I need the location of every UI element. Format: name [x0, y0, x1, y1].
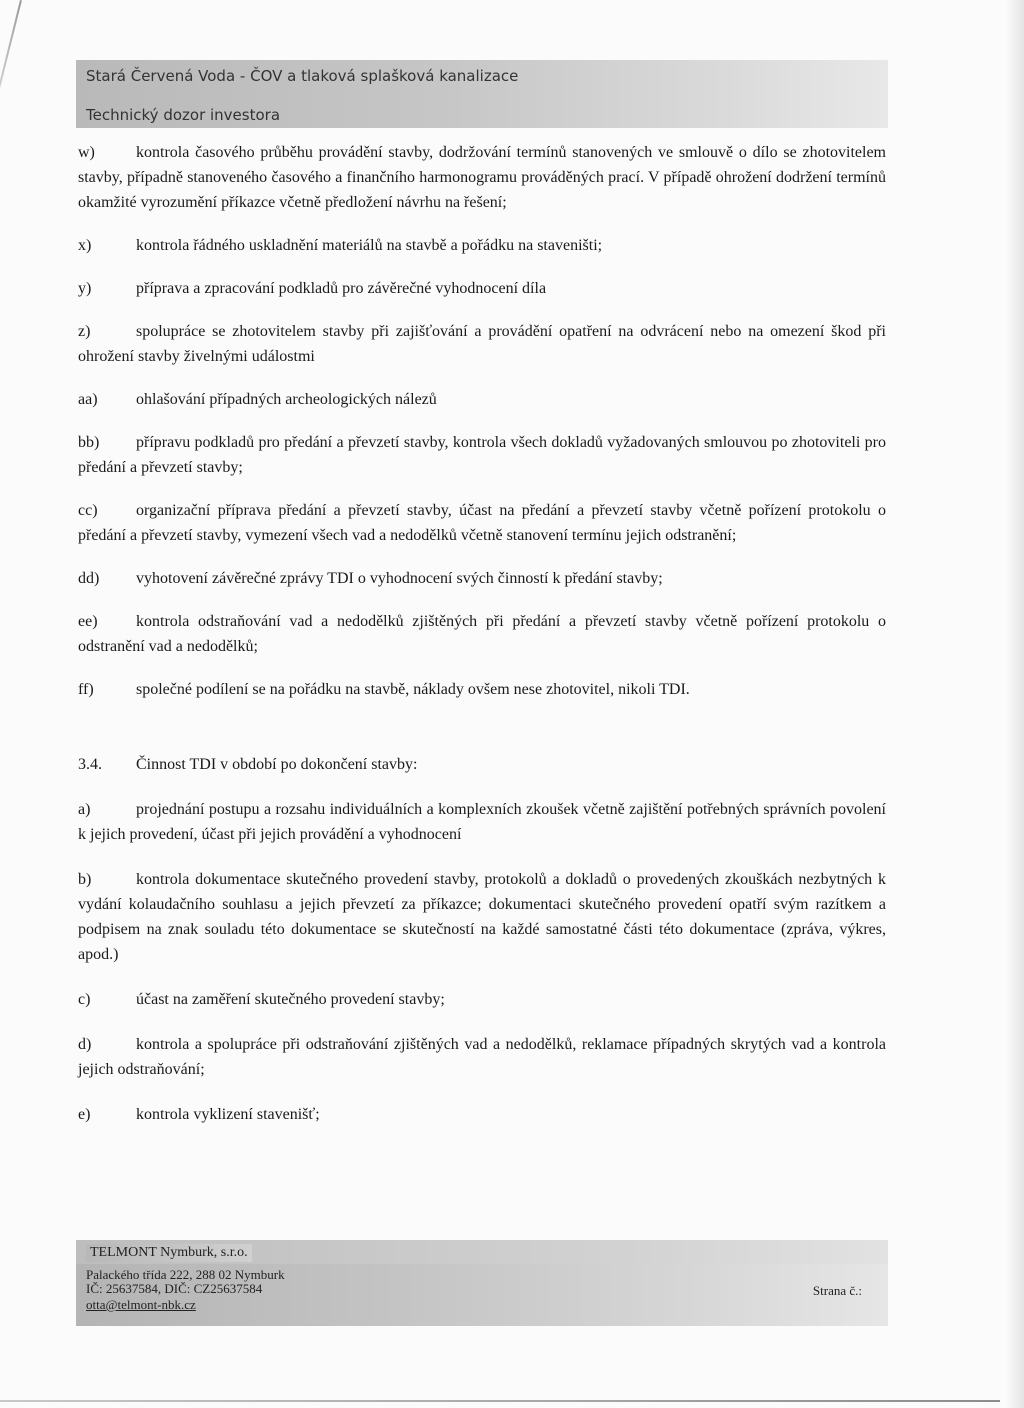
list-item: [78, 319, 886, 369]
item-label: ee): [78, 613, 98, 630]
item-text: kontrola a spolupráce při odstraňování zjištěných vad a nedodělků, reklamace případných skrytých vad a kontrola jejich odstraňování;: [78, 1036, 886, 1078]
item-label: z): [78, 323, 91, 340]
list-item: [78, 797, 886, 847]
scan-bottom-line: [0, 1400, 1000, 1402]
item-text: organizační příprava předání a převzetí stavby, účast na předání a převzetí stavby včetně pořízení protokolu o předání a převzetí stavby, vymezení všech vad a nedodělků včetně stanovení termínu jejich odstranění;: [78, 502, 886, 544]
item-label: bb): [78, 434, 100, 451]
list-item: [78, 867, 886, 967]
item-text: kontrola dokumentace skutečného provedení stavby, protokolů a dokladů o provedených zkouškách nezbytných k vydání kolaudačního souhlasu a jejich převzetí za příkazce; dokumentaci skutečného provedení opatří svým razítkem a podpisem na znak souladu této dokumentace se skutečností na každé samostatné části této dokumentace (zpráva, výkres, apod.): [78, 871, 886, 963]
footer-company: TELMONT Nymburk, s.r.o.: [86, 1244, 252, 1262]
footer-address: Palackého třída 222, 288 02 Nymburk: [86, 1267, 285, 1282]
scan-edge-line: [0, 0, 22, 156]
list-item: [78, 566, 886, 591]
item-label: c): [78, 991, 91, 1008]
document-body: [78, 140, 886, 1127]
footer-email[interactable]: otta@telmont-nbk.cz: [86, 1297, 196, 1312]
item-label: x): [78, 237, 92, 254]
page-header: [76, 60, 888, 128]
list-item: [78, 1032, 886, 1082]
item-text: spolupráce se zhotovitelem stavby při zajišťování a provádění opatření na odvrácení nebo na omezení škod při ohrožení stavby živelnými událostmi: [78, 323, 886, 365]
item-label: d): [78, 1036, 92, 1053]
list-item: [78, 987, 886, 1012]
item-text: vyhotovení závěrečné zprávy TDI o vyhodnocení svých činností k předání stavby;: [136, 570, 663, 587]
list-item: [78, 498, 886, 548]
list-item: [78, 276, 886, 301]
list-item: [78, 387, 886, 412]
section-number: 3.4.: [78, 756, 102, 773]
item-label: y): [78, 280, 92, 297]
header-subtitle: Technický dozor investora: [86, 106, 281, 124]
item-label: e): [78, 1106, 91, 1123]
item-text: příprava a zpracování podkladů pro závěrečné vyhodnocení díla: [136, 280, 547, 297]
list-item: [78, 609, 886, 659]
item-text: projednání postupu a rozsahu individuálních a komplexních zkoušek včetně zajištění potřebných správních povolení k jejich provedení, účast při jejich provádění a vyhodnocení: [78, 801, 886, 843]
page-footer: [76, 1245, 888, 1326]
item-label: a): [78, 801, 91, 818]
footer-ids: IČ: 25637584, DIČ: CZ25637584: [86, 1281, 263, 1296]
item-text: přípravu podkladů pro předání a převzetí stavby, kontrola všech dokladů vyžadovaných smlouvou po zhotoviteli pro předání a převzetí stavby;: [78, 434, 886, 476]
item-text: účast na zaměření skutečného provedení stavby;: [136, 991, 445, 1008]
footer-page-label: Strana č.:: [812, 1283, 862, 1298]
list-item: [78, 140, 886, 215]
item-label: b): [78, 871, 92, 888]
section-title: Činnost TDI v období po dokončení stavby:: [136, 756, 418, 773]
item-text: kontrola odstraňování vad a nedodělků zjištěných při předání a převzetí stavby včetně pořízení protokolu o odstranění vad a nedodělků;: [78, 613, 886, 655]
item-text: kontrola vyklizení stavenišť;: [136, 1106, 320, 1123]
item-text: ohlašování případných archeologických nálezů: [136, 391, 437, 408]
item-label: ff): [78, 681, 94, 698]
item-text: společné podílení se na pořádku na stavbě, náklady ovšem nese zhotovitel, nikoli TDI.: [136, 681, 690, 698]
list-item: [78, 677, 886, 702]
item-label: cc): [78, 502, 98, 519]
list-item: [78, 430, 886, 480]
list-item: [78, 233, 886, 258]
section-heading: [78, 752, 886, 777]
scan-right-shadow: [1006, 0, 1024, 1408]
item-text: kontrola řádného uskladnění materiálů na stavbě a pořádku na staveništi;: [136, 237, 603, 254]
header-project-title: Stará Červená Voda - ČOV a tlaková splašková kanalizace: [86, 67, 519, 85]
item-label: aa): [78, 391, 98, 408]
item-label: w): [78, 144, 95, 161]
item-label: dd): [78, 570, 100, 587]
item-text: kontrola časového průběhu provádění stavby, dodržování termínů stanovených ve smlouvě o dílo se zhotovitelem stavby, případně stanoveného časového a finančního harmonogramu prováděných prací. V případě ohrožení dodržení termínů okamžité vyrozumění příkazce včetně předložení návrhu na řešení;: [78, 144, 886, 211]
list-item: [78, 1102, 886, 1127]
